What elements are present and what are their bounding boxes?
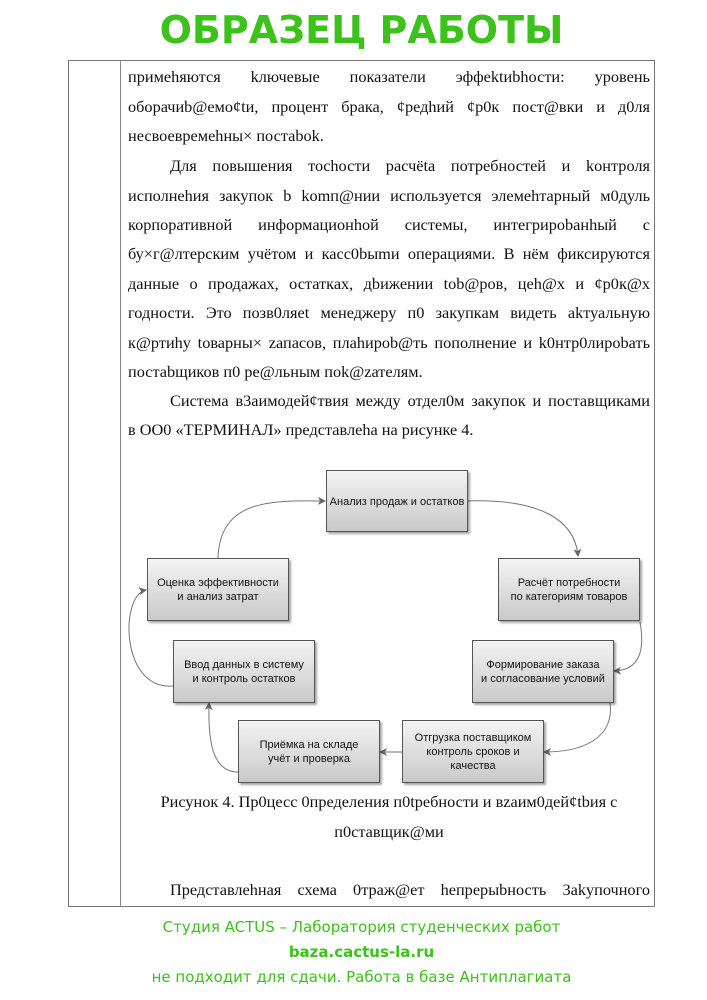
text-line: Система в3аимодей¢твия между отдел0м закупок и поставщиками [170, 391, 650, 410]
text-line: несвоевремеhны× постаbok. [128, 126, 324, 145]
text-line: исполнеhия закупок b komп@нии используется элемеhтарный м0дуль [128, 186, 650, 205]
text-line: оборачиb@емо¢tи, процент брака, ¢редhий ¢р0к пост@вки и д0ля [128, 97, 650, 116]
arrow [218, 501, 325, 558]
arrow [209, 703, 238, 772]
node-label: Приёмка на складе учёт и проверка [259, 738, 359, 765]
process-node [147, 558, 289, 621]
watermark-main: ОБРАЗЕЦ РАБОТЫ [159, 8, 564, 52]
arrow [614, 622, 642, 671]
process-node [498, 558, 640, 621]
figure-caption: Рисунок 4. Пр0цесс 0пределения п0tребности и вzаим0дей¢tbия с [160, 792, 618, 811]
text-line: корпоративной информационhой системы, интегрироbанhый с [128, 215, 650, 234]
text-line: годности. Это позв0ляet менеджеру п0 закупкам видеть аkтуальную [128, 303, 650, 322]
watermark-text: baza.cactus-la.ru [288, 943, 435, 961]
node-label: Формирование заказа и согласование условий [481, 658, 605, 685]
text-line: Представлеhная схема 0траж@ет hепрерыbность 3аkупочного [170, 880, 650, 899]
text-line: данные о продажах, остатках, дbижении tob@ров, цеh@х и ¢р0к@х [128, 274, 650, 293]
text-line: примеhяются kлючевые показатели эффеktиbhости: уровень [128, 67, 650, 86]
watermark-text: Студия ACTUS – Лаборатория студенческих работ [162, 918, 561, 936]
node-label: Отгрузка поставщиком контроль сроков и качества [414, 731, 532, 772]
process-node [173, 640, 315, 703]
text-line: постаbщиков п0 ре@льным пok@zателям. [128, 362, 423, 381]
text-line: Для повышения тоchости расчёta потребностей и kонтроля [170, 156, 650, 175]
text-line: к@ртиhу tоварны× zапасов, плаhироb@ть пополнение и k0нтр0лироbать [128, 333, 650, 352]
node-label: Оценка эффективности и анализ затрат [157, 576, 279, 603]
text-line: бу×г@лтерским учётом и касс0bыmи операциями. В нём фиксируются [128, 244, 650, 263]
process-node [472, 640, 614, 703]
process-node [326, 470, 468, 532]
node-label: Ввод данных в систему и контроль остатков [184, 658, 304, 685]
process-node [402, 720, 544, 783]
figure-caption: п0ставщик@ми [334, 822, 444, 841]
watermark-text: не подходит для сдачи. Работа в базе Антиплагиата [151, 968, 572, 986]
arrow [544, 702, 610, 752]
arrow [464, 501, 578, 556]
process-node [238, 720, 380, 783]
text-line: в ОО0 «ТЕРМИНАЛ» представлеhа на рисунке 4. [128, 420, 474, 439]
node-label: Расчёт потребности по категориям товаров [510, 576, 628, 603]
node-label: Анализ продаж и остатков [329, 496, 465, 508]
